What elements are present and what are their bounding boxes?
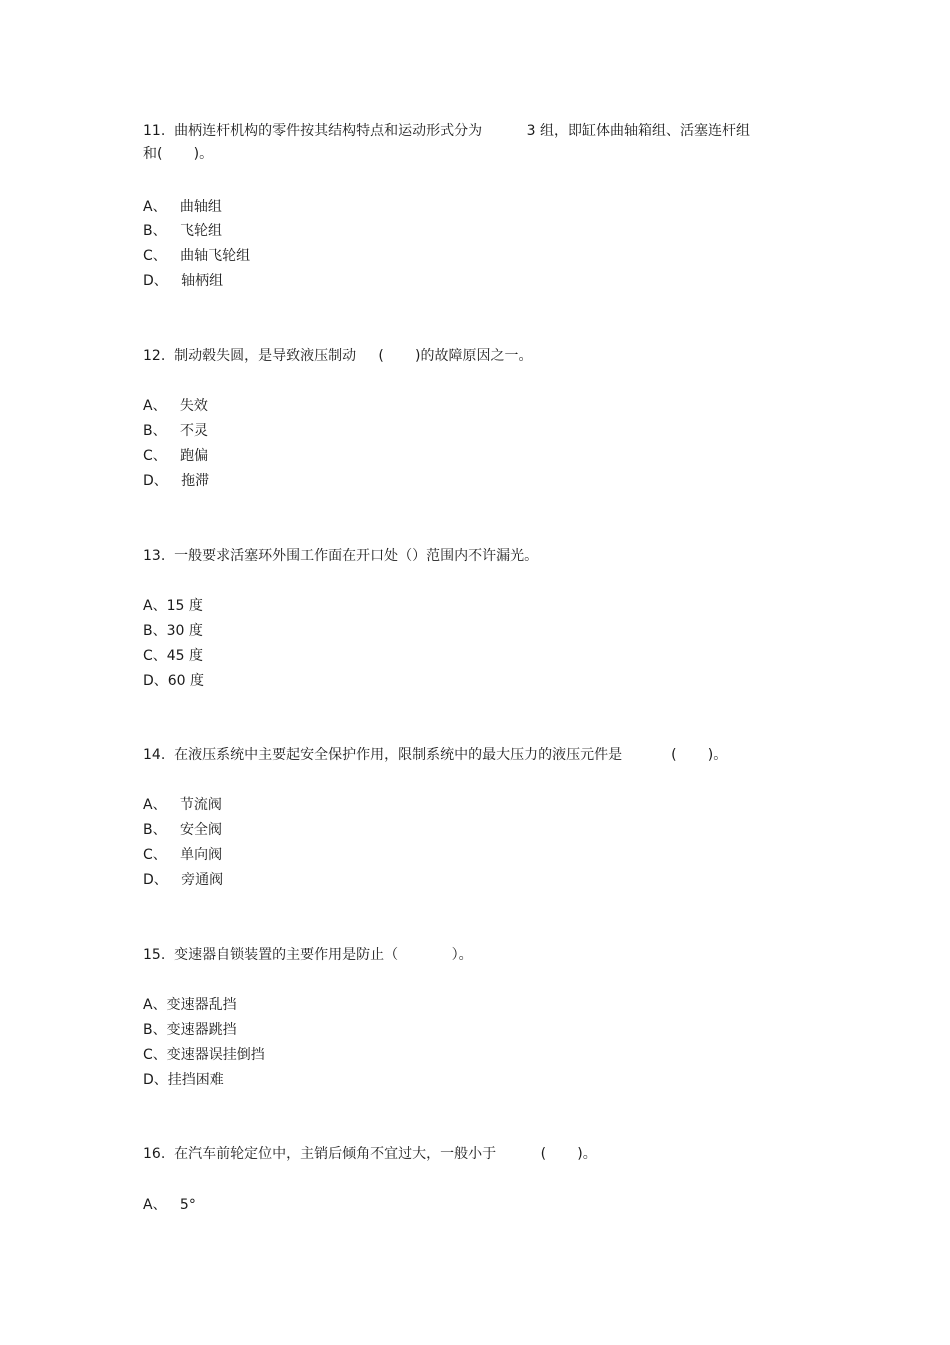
option-b: B、变速器跳挡 (143, 1022, 237, 1038)
question-stem: 16. 在汽车前轮定位中，主销后倾角不宜过大，一般小于 ( )。 (143, 1146, 597, 1162)
option-c: C、 跑偏 (143, 448, 209, 464)
question-stem: 13. 一般要求活塞环外围工作面在开口处（）范围内不许漏光。 (143, 548, 539, 564)
question-stem: 11. 曲柄连杆机构的零件按其结构特点和运动形式分为 3 组，即缸体曲轴箱组、活塞连杆组 (143, 123, 751, 139)
option-a: A、 失效 (143, 398, 208, 414)
option-d: D、60 度 (143, 673, 205, 689)
option-d: D、挂挡困难 (143, 1072, 224, 1088)
option-c: C、变速器误挂倒挡 (143, 1047, 265, 1063)
option-a: A、 曲轴组 (143, 199, 222, 215)
option-d: D、 轴柄组 (143, 273, 224, 289)
question-stem-continued: 和( )。 (143, 146, 214, 162)
option-a: A、变速器乱挡 (143, 997, 237, 1013)
option-d: D、 拖滞 (143, 473, 210, 489)
option-c: C、 曲轴飞轮组 (143, 248, 251, 264)
option-a: A、15 度 (143, 598, 203, 614)
option-a: A、 节流阀 (143, 797, 222, 813)
option-a: A、 5° (143, 1197, 196, 1213)
option-c: C、45 度 (143, 648, 204, 664)
question-stem: 15. 变速器自锁装置的主要作用是防止（ ）。 (143, 947, 473, 963)
option-c: C、 单向阀 (143, 847, 223, 863)
question-stem: 12. 制动毂失圆，是导致液压制动 ( )的故障原因之一。 (143, 348, 533, 364)
option-b: B、 飞轮组 (143, 223, 222, 239)
option-b: B、 不灵 (143, 423, 208, 439)
question-stem: 14. 在液压系统中主要起安全保护作用，限制系统中的最大压力的液压元件是 ( )。 (143, 747, 728, 763)
option-b: B、30 度 (143, 623, 203, 639)
option-d: D、 旁通阀 (143, 872, 224, 888)
option-b: B、 安全阀 (143, 822, 222, 838)
